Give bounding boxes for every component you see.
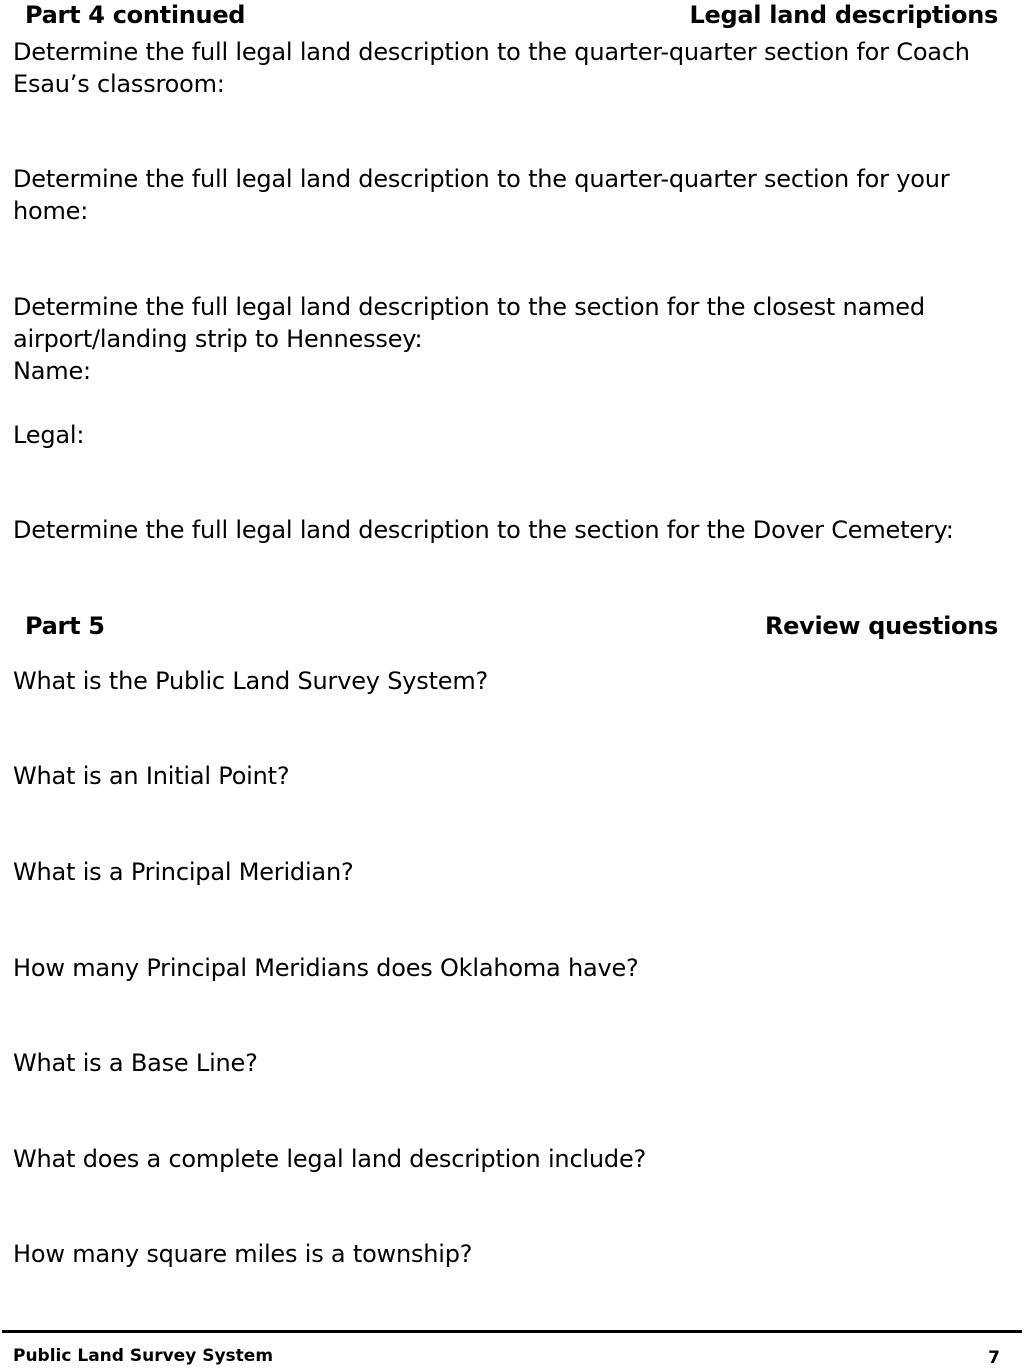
review-question: What is a Principal Meridian? (13, 858, 354, 886)
part5-title: Part 5 (25, 612, 105, 640)
footer-divider (2, 1330, 1022, 1333)
question-dover-cemetery: Determine the full legal land description to the section for the Dover Cemetery: (13, 516, 954, 544)
review-question: What is an Initial Point? (13, 762, 290, 790)
page-number: 7 (988, 1348, 1000, 1368)
question-home: Determine the full legal land description to the quarter-quarter section for your home: (13, 165, 950, 225)
footer-title: Public Land Survey System (13, 1346, 274, 1366)
part4-subtitle: Legal land descriptions (689, 1, 998, 29)
review-question: What is a Base Line? (13, 1049, 258, 1077)
review-question: How many square miles is a township? (13, 1240, 473, 1268)
part5-subtitle: Review questions (764, 612, 998, 640)
part4-header (25, 0, 998, 30)
review-question: What does a complete legal land description include? (13, 1145, 647, 1173)
review-question: What is the Public Land Survey System? (13, 667, 489, 695)
question-airport: Determine the full legal land description to the section for the closest named airport/landing strip to Hennessey: (13, 293, 925, 353)
legal-label: Legal: (13, 421, 85, 449)
question-coach-classroom: Determine the full legal land description to the quarter-quarter section for Coach Esau’s classroom: (13, 38, 970, 98)
name-label: Name: (13, 357, 91, 385)
part5-header (25, 611, 998, 641)
part4-title: Part 4 continued (25, 1, 246, 29)
review-question: How many Principal Meridians does Oklahoma have? (13, 954, 639, 982)
